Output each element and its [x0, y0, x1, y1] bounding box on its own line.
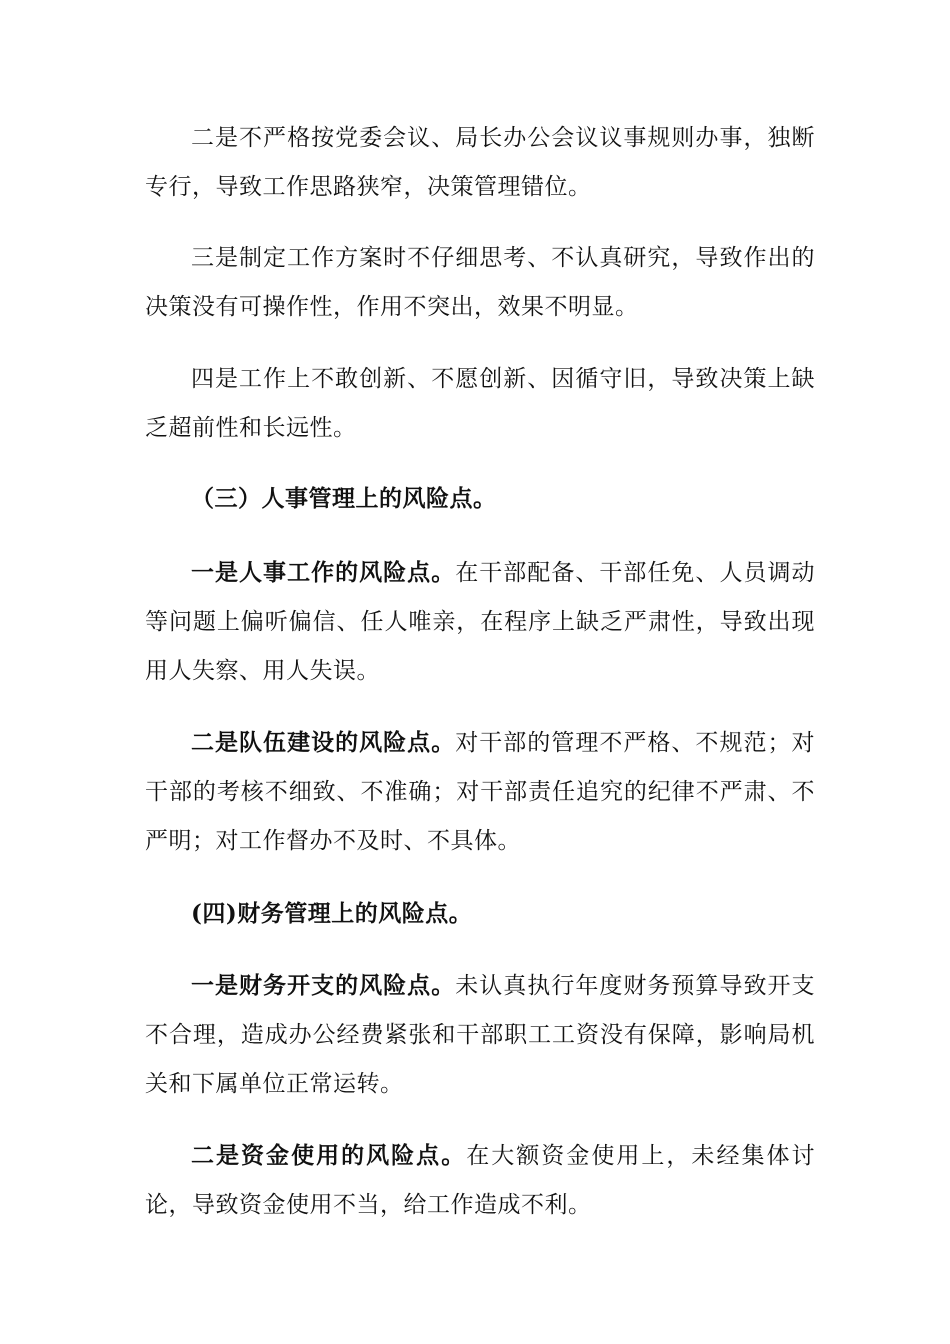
section-heading-personnel: （三）人事管理上的风险点。	[191, 485, 497, 512]
paragraph-body: 在干部配备、干部任免、人员调动等问题上偏听偏信、任人唯亲，在程序上缺乏严肃性，导致出现用人失察、用人失误。	[145, 560, 816, 684]
paragraph-lead: 一是人事工作的风险点。	[191, 559, 456, 586]
paragraph-personnel-work	[145, 548, 815, 696]
paragraph-body: 在大额资金使用上，未经集体讨论，导致资金使用不当，给工作造成不利。	[145, 1143, 816, 1218]
section-heading-finance: (四)财务管理上的风险点。	[191, 900, 473, 927]
paragraph-lead: 二是资金使用的风险点。	[191, 1142, 467, 1169]
paragraph-body: 未认真执行年度财务预算导致开支不合理，造成办公经费紧张和干部职工工资没有保障，影响局机关和下属单位正常运转。	[145, 973, 816, 1097]
paragraph-fund-usage	[145, 1131, 815, 1230]
paragraph-team-building	[145, 718, 815, 866]
paragraph-innovation: 四是工作上不敢创新、不愿创新、因循守旧，导致决策上缺乏超前性和长远性。	[145, 366, 815, 441]
paragraph-decision-rules: 二是不严格按党委会议、局长办公会议议事规则办事，独断专行，导致工作思路狭窄，决策管理错位。	[145, 125, 815, 200]
paragraph-body: 对干部的管理不严格、不规范；对干部的考核不细致、不准确；对干部责任追究的纪律不严肃、不严明；对工作督办不及时、不具体。	[145, 730, 816, 854]
paragraph-lead: 一是财务开支的风险点。	[191, 972, 456, 999]
paragraph-financial-expenses	[145, 961, 815, 1109]
paragraph-lead: 二是队伍建设的风险点。	[191, 729, 456, 756]
paragraph-work-plan: 三是制定工作方案时不仔细思考、不认真研究，导致作出的决策没有可操作性，作用不突出，效果不明显。	[145, 245, 815, 320]
